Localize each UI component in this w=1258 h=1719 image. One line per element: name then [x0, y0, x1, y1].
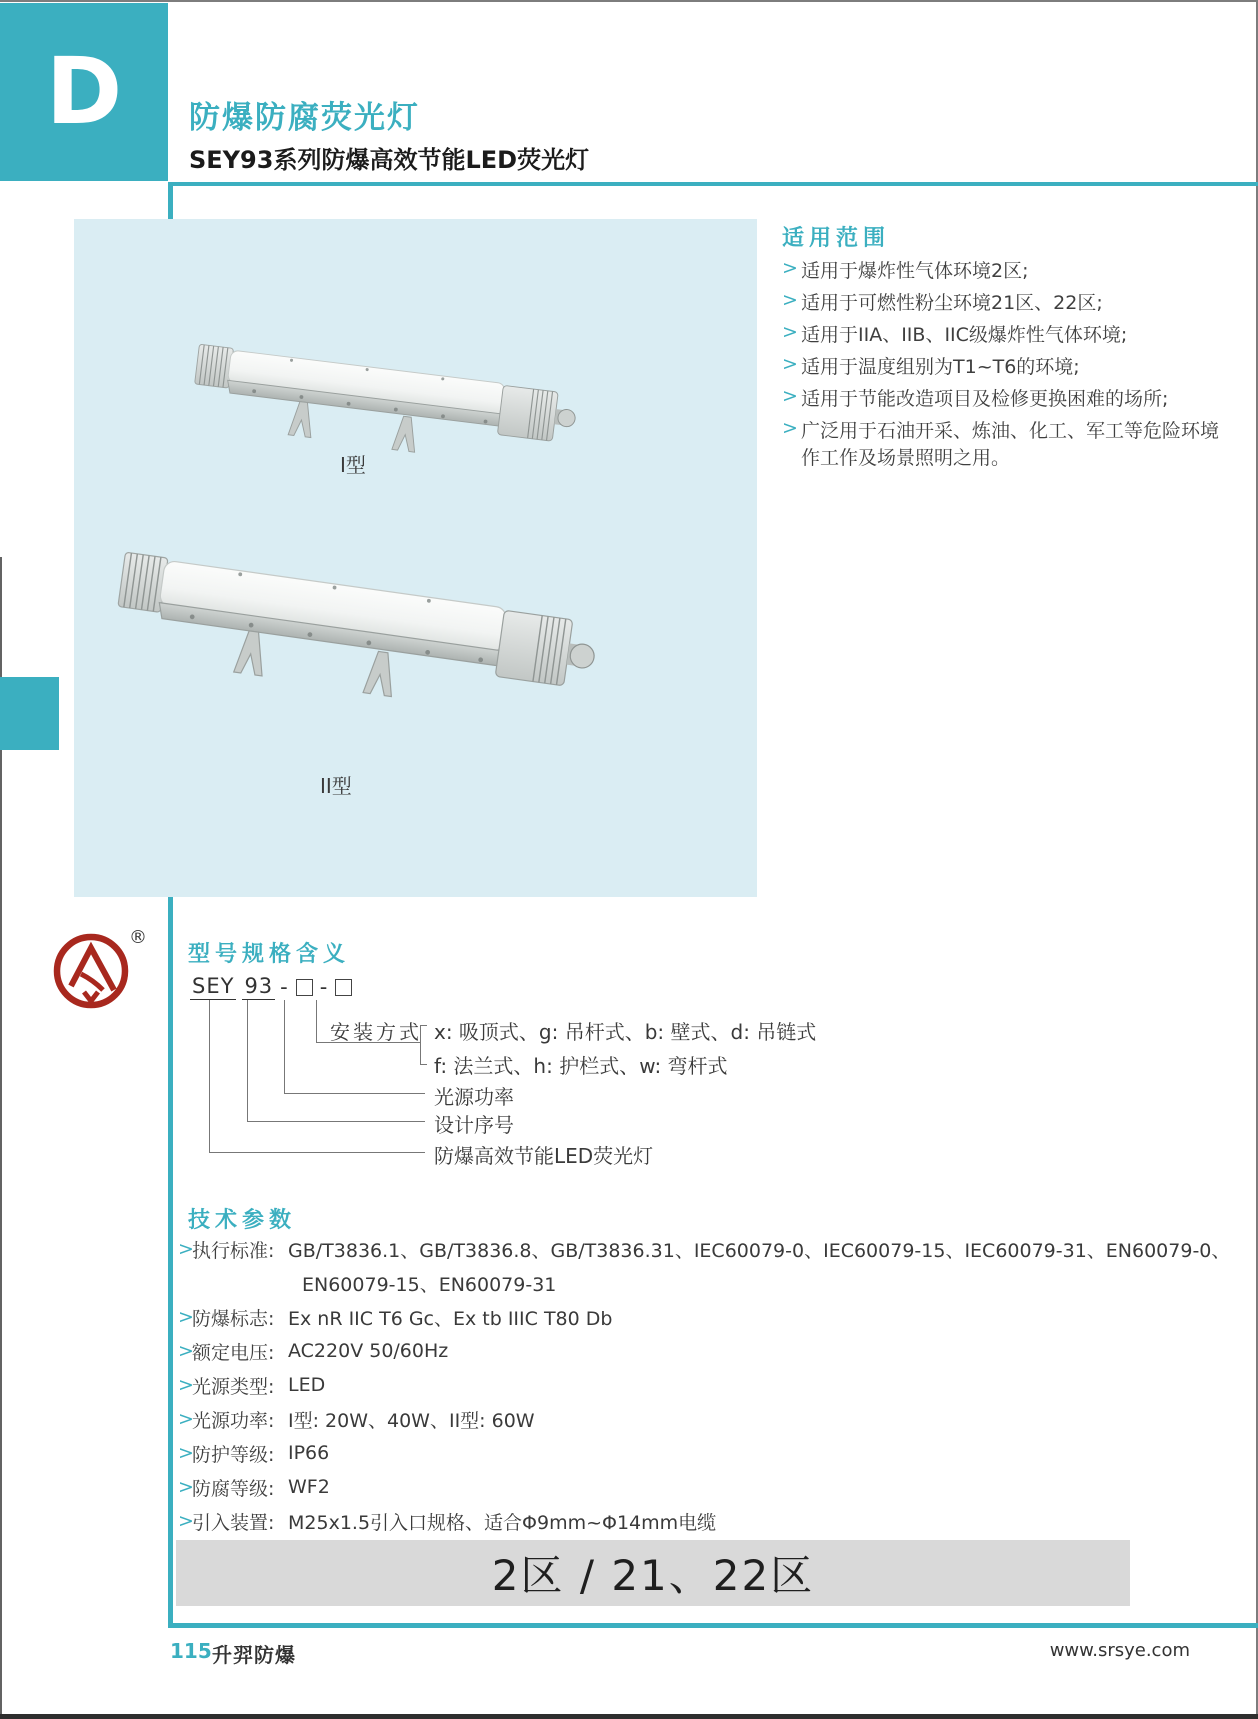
scope-item: > 适用于IIA、IIB、IIC级爆炸性气体环境;: [782, 322, 1234, 349]
chevron-bullet-icon: >: [178, 1238, 194, 1260]
scope-item: > 适用于可燃性粉尘环境21区、22区;: [782, 290, 1234, 317]
mount-options-line1: x: 吸顶式、g: 吊杆式、b: 壁式、d: 吊链式: [434, 1020, 817, 1044]
page-number: 115: [170, 1639, 212, 1663]
registered-trademark-symbol: ®: [129, 927, 147, 948]
lamp-type-1-label: I型: [340, 453, 366, 477]
chevron-bullet-icon: >: [178, 1408, 194, 1430]
product-photo-panel: [74, 219, 757, 897]
left-margin-accent-square: [0, 677, 59, 750]
page-border-bottom: [0, 1714, 1258, 1719]
chevron-bullet-icon: >: [782, 257, 798, 279]
model-prefix: SEY: [192, 974, 235, 998]
model-code-line: SEY 93 - -: [190, 974, 354, 1000]
zone-banner: 2区 / 21、22区: [176, 1540, 1130, 1606]
product-type-label: 防爆高效节能LED荧光灯: [434, 1144, 654, 1168]
brand-logo: [51, 928, 133, 1012]
footer-divider: [168, 1623, 1258, 1628]
section-letter: D: [45, 38, 123, 145]
chevron-bullet-icon: >: [178, 1510, 194, 1532]
diagram-line: [284, 1093, 425, 1094]
model-placeholder-box: [296, 979, 313, 996]
mount-options-line2: f: 法兰式、h: 护栏式、w: 弯杆式: [434, 1054, 728, 1078]
lamp-type-2-label: II型: [320, 774, 352, 798]
tech-params-heading: 技术参数: [188, 1208, 297, 1233]
model-meaning-heading: 型号规格含义: [188, 942, 351, 967]
tech-row: > 引入装置: M25x1.5引入口规格、适合Φ9mm~Φ14mm电缆: [178, 1510, 717, 1534]
tech-row: > 执行标准: GB/T3836.1、GB/T3836.8、GB/T3836.31、IEC60079-0、IEC60079-15、IEC60079-31、EN60079-0、: [178, 1238, 1231, 1262]
diagram-line: [316, 1000, 317, 1042]
diagram-line: [209, 1152, 425, 1153]
section-letter-block: [0, 3, 168, 181]
diagram-line: [284, 1000, 285, 1093]
chevron-bullet-icon: >: [782, 417, 798, 439]
lamp-type-2-image: [102, 527, 602, 742]
website-url: www.srsye.com: [1049, 1640, 1190, 1661]
mount-method-label: 安装方式: [330, 1020, 422, 1044]
scope-item: > 适用于爆炸性气体环境2区;: [782, 258, 1234, 285]
diagram-line: [247, 1121, 425, 1122]
model-number: 93: [244, 974, 274, 998]
model-placeholder-box: [335, 979, 352, 996]
page-border-top: [0, 0, 1258, 2]
diagram-bracket-arm: [420, 1064, 427, 1065]
tech-row: > 防爆标志: Ex nR IIC T6 Gc、Ex tb IIIC T80 Db: [178, 1306, 613, 1330]
header-divider: [173, 182, 1258, 186]
chevron-bullet-icon: >: [782, 353, 798, 375]
tech-row: > 防腐等级: WF2: [178, 1476, 330, 1500]
diagram-line: [247, 1000, 248, 1121]
chevron-bullet-icon: >: [178, 1374, 194, 1396]
application-scope-list: [782, 258, 1234, 477]
product-series-title: SEY93系列防爆高效节能LED荧光灯: [189, 146, 590, 174]
tech-row: > 光源功率: I型: 20W、40W、II型: 60W: [178, 1408, 535, 1432]
diagram-line: [209, 1000, 210, 1152]
lamp-type-1-image: [182, 319, 582, 491]
scope-item: > 适用于节能改造项目及检修更换困难的场所;: [782, 386, 1234, 413]
scope-item: > 广泛用于石油开采、炼油、化工、军工等危险环境作工作及场景照明之用。: [782, 418, 1234, 472]
chevron-bullet-icon: >: [782, 289, 798, 311]
brand-name: 升羿防爆: [212, 1643, 296, 1667]
chevron-bullet-icon: >: [178, 1442, 194, 1464]
tech-params-list: [178, 1232, 1231, 1538]
series-label: 设计序号: [434, 1113, 514, 1137]
category-title: 防爆防腐荧光灯: [189, 100, 420, 136]
tech-row: > 额定电压: AC220V 50/60Hz: [178, 1340, 449, 1364]
chevron-bullet-icon: >: [178, 1340, 194, 1362]
chevron-bullet-icon: >: [178, 1476, 194, 1498]
chevron-bullet-icon: >: [178, 1306, 194, 1328]
power-label: 光源功率: [434, 1085, 514, 1109]
application-scope-heading: 适用范围: [782, 226, 891, 251]
chevron-bullet-icon: >: [782, 385, 798, 407]
tech-row-continuation: EN60079-15、EN60079-31: [302, 1273, 557, 1296]
tech-row: > 光源类型: LED: [178, 1374, 326, 1398]
scope-item: > 适用于温度组别为T1~T6的环境;: [782, 354, 1234, 381]
chevron-bullet-icon: >: [782, 321, 798, 343]
tech-row: > 防护等级: IP66: [178, 1442, 330, 1466]
